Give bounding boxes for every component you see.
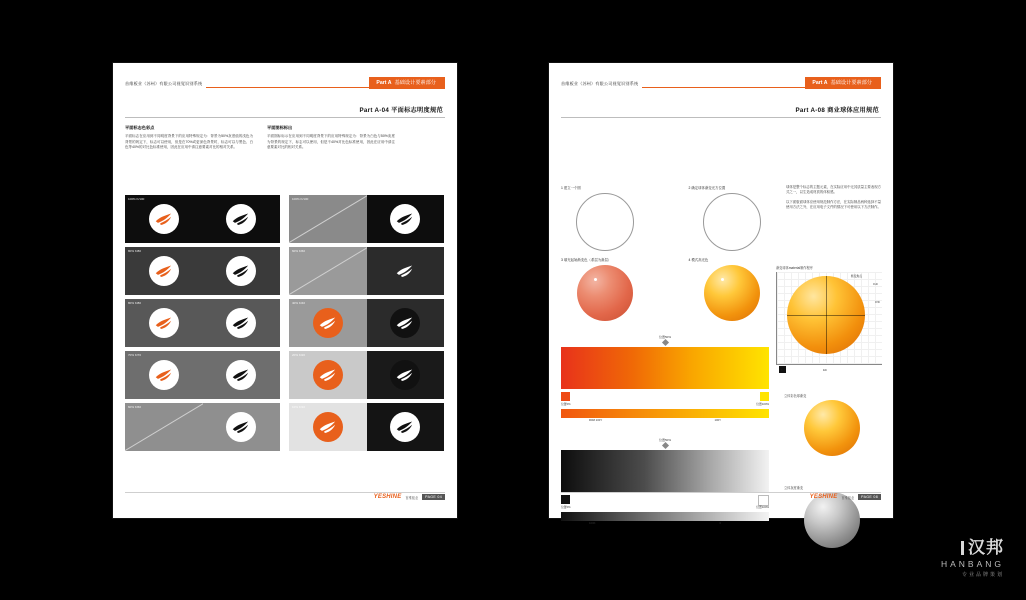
tone-cell-label: 80% K/80: [128, 301, 142, 305]
grey-stop-end-label: 位置100%: [756, 505, 769, 509]
section-title: Part A-04 平面标志明度规范: [359, 107, 443, 114]
sample-label-grey: 立体灰度渐变: [784, 486, 804, 490]
watermark-en: HANBANG: [940, 559, 1004, 569]
document-page-left: [113, 63, 457, 518]
warm-stop-end-label: 位置100%: [756, 402, 769, 406]
tone-cell: [289, 299, 444, 347]
page-footer-right: [561, 492, 881, 504]
tone-half-left: [289, 351, 367, 399]
brand-glyph-icon: [317, 312, 339, 334]
brand-glyph-icon: [230, 312, 252, 334]
sample-label-orange: 立体彩色球渐变: [784, 394, 807, 398]
tone-cell: [289, 351, 444, 399]
tone-row: [125, 195, 445, 243]
sample-sphere-orange: [804, 400, 860, 456]
tone-cell: [125, 247, 280, 295]
tone-half-left: [125, 247, 203, 295]
gradient-midpoint-marker: [661, 442, 668, 449]
warm-gradient-bar: [561, 347, 769, 389]
gradient-midpoint-marker: [661, 339, 668, 346]
tone-half-right: [203, 195, 281, 243]
tone-row: [125, 403, 445, 451]
tone-half-left: [289, 247, 367, 295]
tone-half-left: [125, 195, 203, 243]
header-part-tab: [805, 77, 881, 89]
label-corner: b: [781, 368, 783, 372]
logo-mark: [313, 360, 343, 390]
logo-mark: [149, 204, 179, 234]
logo-mark: [149, 360, 179, 390]
watermark-cn-text: 汉邦: [968, 538, 1004, 557]
tone-half-right: [203, 403, 281, 451]
tone-half-right: [203, 351, 281, 399]
gradient-stop-start[interactable]: [561, 392, 570, 401]
warm-gradient-stops: [561, 392, 769, 408]
tone-cell-label: 60% K/60: [128, 405, 142, 409]
tone-half-left: [125, 299, 203, 347]
tone-cell: [289, 403, 444, 451]
page-header-left: [125, 77, 445, 99]
grey-stop-start-label: 位置0%: [561, 505, 571, 509]
tone-half-right: [367, 195, 445, 243]
circle-outline-shape: [576, 193, 634, 251]
logo-mark: [390, 256, 420, 286]
logo-mark: [226, 360, 256, 390]
header-part-label: Part A: [376, 80, 392, 86]
tone-cell-label: 40% K/40: [292, 301, 306, 305]
logo-mark: [226, 204, 256, 234]
footer-page-label: PAGE 04: [422, 494, 445, 500]
brand-glyph-icon: [153, 364, 175, 386]
header-part-title: 基础设计要素部分: [394, 80, 436, 86]
tone-half-right: [203, 299, 281, 347]
intro-body-1: 球体是整个标志的主题元素，在实际应用中无其质量主要表现方式之一，以生造成材质的体积感。: [786, 185, 881, 195]
sphere-step: [689, 257, 777, 321]
highlight-dot-icon: [594, 278, 597, 281]
footer-brand: YESHINE: [809, 494, 838, 500]
tone-half-right: [367, 299, 445, 347]
section-rule: [561, 117, 881, 118]
watermark-cn: [941, 533, 1004, 558]
tone-row: [125, 299, 445, 347]
grey-gradient-bar: [561, 450, 769, 492]
footer-rule: [561, 492, 881, 493]
footer-brand-cn: 首维板业: [841, 495, 855, 500]
logo-mark: [226, 412, 256, 442]
logo-mark: [226, 256, 256, 286]
tone-cell: [289, 247, 444, 295]
brand-glyph-icon: [230, 416, 252, 438]
gradient-stop-end[interactable]: [760, 392, 769, 401]
section-title: Part A-08 商业球体应用规范: [795, 107, 879, 114]
grey-ramp-left-label: 100K: [589, 521, 596, 525]
tone-half-right: [203, 247, 281, 295]
sphere-step: [561, 185, 649, 251]
brand-glyph-icon: [153, 260, 175, 282]
sphere-step-label: 4 模式高光色: [688, 258, 709, 262]
warm-gradient-ramp: [561, 409, 769, 418]
sphere-steps-row-1: [561, 185, 776, 251]
label-axis-y: 0.5r: [875, 300, 880, 304]
tone-cell-label: 10% K/10: [292, 405, 306, 409]
footer-page-label: PAGE 08: [858, 494, 881, 500]
brand-glyph-icon: [394, 208, 416, 230]
sphere-step: [561, 257, 649, 321]
watermark: [941, 533, 1004, 578]
header-company-line: 首维板业（苏州）有限公司视觉识别系统: [125, 79, 206, 88]
intro-body-2: 以下面版面球体应使用规范制作方法，在实际制品两种选择不量使用方法之外，在应用电子文件的情况下可使用以下方法制作。: [786, 199, 881, 210]
diagonal-slash-icon: [125, 403, 203, 451]
header-company-line: 首维板业（苏州）有限公司视觉识别系统: [561, 79, 642, 88]
page-footer-left: [125, 492, 445, 504]
intro-body-1: 平面标志在应用到不同明度背景下的应用特殊规定为：背景为50%灰度值的浅色为背景的规定下，标志可以使用，但是在70%或更深色背景时，标志可以与黑色、白色等40%的对比色标准使用，因此在应用中请注意要素对比的相对关系。: [125, 134, 253, 150]
tone-cell: [125, 351, 280, 399]
watermark-bar-icon: [961, 541, 964, 555]
warm-ramp-left-label: R0M 100Y: [589, 418, 603, 422]
tone-cell-label: 100% K/100: [292, 197, 309, 201]
sphere-steps-row-2: [561, 257, 776, 321]
logo-mark: [313, 412, 343, 442]
sphere-step-label: 2 确定球体渐变光方位置: [688, 186, 726, 190]
highlight-dot-icon: [721, 278, 724, 281]
sphere-red: [577, 265, 633, 321]
tone-row: [125, 247, 445, 295]
grey-gradient-top-label: 位置50%: [658, 438, 671, 442]
tone-cell: [125, 299, 280, 347]
circle-outline-shape: [703, 193, 761, 251]
tone-cell-label: 100% K/100: [128, 197, 145, 201]
diagonal-slash-icon: [289, 195, 367, 243]
sample-sphere-orange-block: [784, 393, 879, 456]
intro-heading-1: 平面标志色彩点: [125, 125, 155, 130]
logo-mark: [313, 308, 343, 338]
sphere-step-label: 3 填充起始渐变色（系层为渐层）: [561, 258, 612, 262]
grey-ramp-right-label: 0: [719, 521, 721, 525]
sphere-step-label: 1 建立一个圆: [561, 186, 581, 190]
header-part-tab: [369, 77, 445, 89]
tone-half-left: [289, 195, 367, 243]
brand-glyph-icon: [230, 260, 252, 282]
brand-glyph-icon: [230, 364, 252, 386]
tone-half-right: [367, 247, 445, 295]
warm-ramp-labels: [561, 418, 769, 426]
brand-glyph-icon: [153, 312, 175, 334]
tone-sample-grid: [125, 195, 445, 455]
document-page-right: [549, 63, 893, 525]
right-page-body: [561, 185, 881, 529]
warm-ramp-right-label: 100Y: [714, 418, 721, 422]
tone-cell-label: 70% K/70: [128, 353, 142, 357]
brand-glyph-icon: [394, 364, 416, 386]
brand-glyph-icon: [394, 260, 416, 282]
tone-cell: [125, 195, 280, 243]
tone-cell-label: 80% K/80: [128, 249, 142, 253]
tone-half-left: [125, 403, 203, 451]
logo-mark: [390, 412, 420, 442]
intro-body-2: 平面图标标示在应用到不同明度背景下的应用特殊规定为：背景为白色与50%灰度为背景的规定下，标志可以使用，但是不40%对比色标准使用，因此在应用中请注意要素对比的相对关系。: [267, 134, 395, 150]
axis-horizontal: [787, 315, 865, 316]
tone-cell: [289, 195, 444, 243]
grey-gradient-ramp: [561, 512, 769, 521]
header-part-label: Part A: [812, 80, 828, 86]
logo-mark: [390, 308, 420, 338]
intro-column-1: [125, 125, 253, 151]
logo-mark: [390, 360, 420, 390]
brand-glyph-icon: [394, 312, 416, 334]
intro-heading-2: 平面图标标出: [267, 125, 293, 130]
warm-stop-start-label: 位置0%: [561, 402, 571, 406]
tone-half-left: [289, 299, 367, 347]
brand-glyph-icon: [153, 208, 175, 230]
tone-half-left: [289, 403, 367, 451]
label-focus-point: 渐变焦点: [850, 274, 862, 278]
header-part-title: 基础设计要素部分: [830, 80, 872, 86]
section-rule: [125, 117, 445, 118]
warm-gradient-top-label: 位置50%: [658, 335, 671, 339]
tone-cell-label: 60% K/60: [292, 249, 306, 253]
label-ratio: 0.2r: [873, 282, 878, 286]
tone-cell-label: 20% K/20: [292, 353, 306, 357]
brand-glyph-icon: [394, 416, 416, 438]
construction-caption: 渐变球体material制作程序: [776, 266, 813, 270]
brand-glyph-icon: [230, 208, 252, 230]
watermark-sub: 专业品牌策划: [961, 572, 1004, 578]
intro-text-block: [786, 185, 881, 215]
logo-mark: [226, 308, 256, 338]
intro-column-2: [267, 125, 395, 151]
footer-brand-cn: 首维板业: [405, 495, 419, 500]
brand-glyph-icon: [317, 364, 339, 386]
sphere-orange: [704, 265, 760, 321]
footer-rule: [125, 492, 445, 493]
brand-glyph-icon: [317, 416, 339, 438]
tone-row: [125, 351, 445, 399]
logo-mark: [149, 308, 179, 338]
intro-columns: [125, 125, 445, 151]
tone-half-right: [367, 403, 445, 451]
sphere-step: [689, 185, 777, 251]
logo-mark: [149, 256, 179, 286]
tone-half-left: [125, 351, 203, 399]
diagonal-slash-icon: [289, 247, 367, 295]
footer-brand: YESHINE: [373, 494, 402, 500]
logo-mark: [390, 204, 420, 234]
page-header-right: [561, 77, 881, 99]
tone-cell: [125, 403, 280, 451]
grey-ramp-labels: [561, 521, 769, 529]
tone-half-right: [367, 351, 445, 399]
label-axis-x: 10r: [823, 368, 828, 372]
